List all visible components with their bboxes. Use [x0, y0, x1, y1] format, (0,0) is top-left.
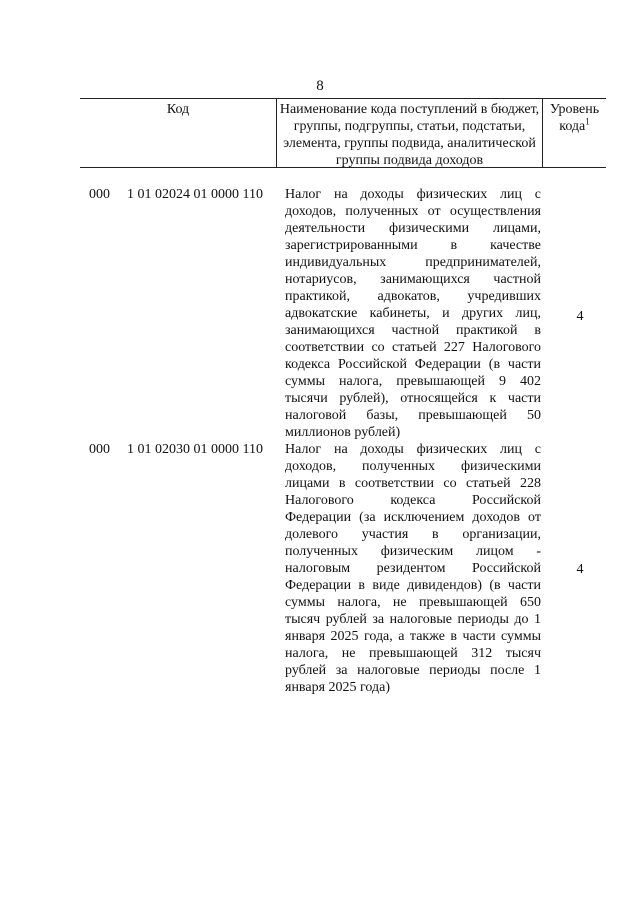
header-level [543, 99, 606, 167]
footnote-marker: 1 [585, 116, 590, 127]
admin-code: 000 [89, 187, 110, 202]
income-description: Налог на доходы физических лиц с доходов, полученных от осуществления деятельности физическими лицами, зарегистрированными в качестве индивидуальных предпринимателей, нотариусов, занимающихся частной практикой, адвокатов, учредивших адвокатские кабинеты, и других лиц, занимающихся частной практикой в соответствии со статьей 227 Налогового кодекса Российской Федерации (в части суммы налога, превышающей 9 402 тысячи рублей), относящейся к части налоговой базы, превышающей 50 миллионов рублей) [285, 187, 541, 440]
header-name [277, 99, 543, 167]
table-header [80, 98, 606, 168]
income-code: 1 01 02030 01 0000 110 [127, 442, 263, 457]
code-level: 4 [576, 562, 584, 577]
header-code [80, 99, 277, 167]
header-code-label: Код [166, 102, 190, 117]
income-description: Налог на доходы физических лиц с доходов, полученных физическими лицами в соответствии со статьей 228 Налогового кодекса Российской Федерации (за исключением доходов от долевого участия в организации, полученных физическим лицом - налоговым резидентом Российской Федерации в виде дивидендов) (в части суммы налога, не превышающей 650 тысяч рублей за налоговые периоды до 1 января 2025 года, а также в части суммы налога, не превышающей 312 тысяч рублей за налоговые периоды после 1 января 2025 года) [285, 442, 541, 695]
header-level-label: Уровень кода [549, 102, 600, 134]
code-level: 4 [576, 309, 584, 324]
page-number: 8 [316, 78, 324, 94]
header-name-label: Наименование кода поступлений в бюджет, группы, подгруппы, статьи, подстатьи, элемента, группы подвида, аналитической группы подвида доходов [279, 102, 540, 168]
income-code: 1 01 02024 01 0000 110 [127, 187, 263, 202]
admin-code: 000 [89, 442, 110, 457]
